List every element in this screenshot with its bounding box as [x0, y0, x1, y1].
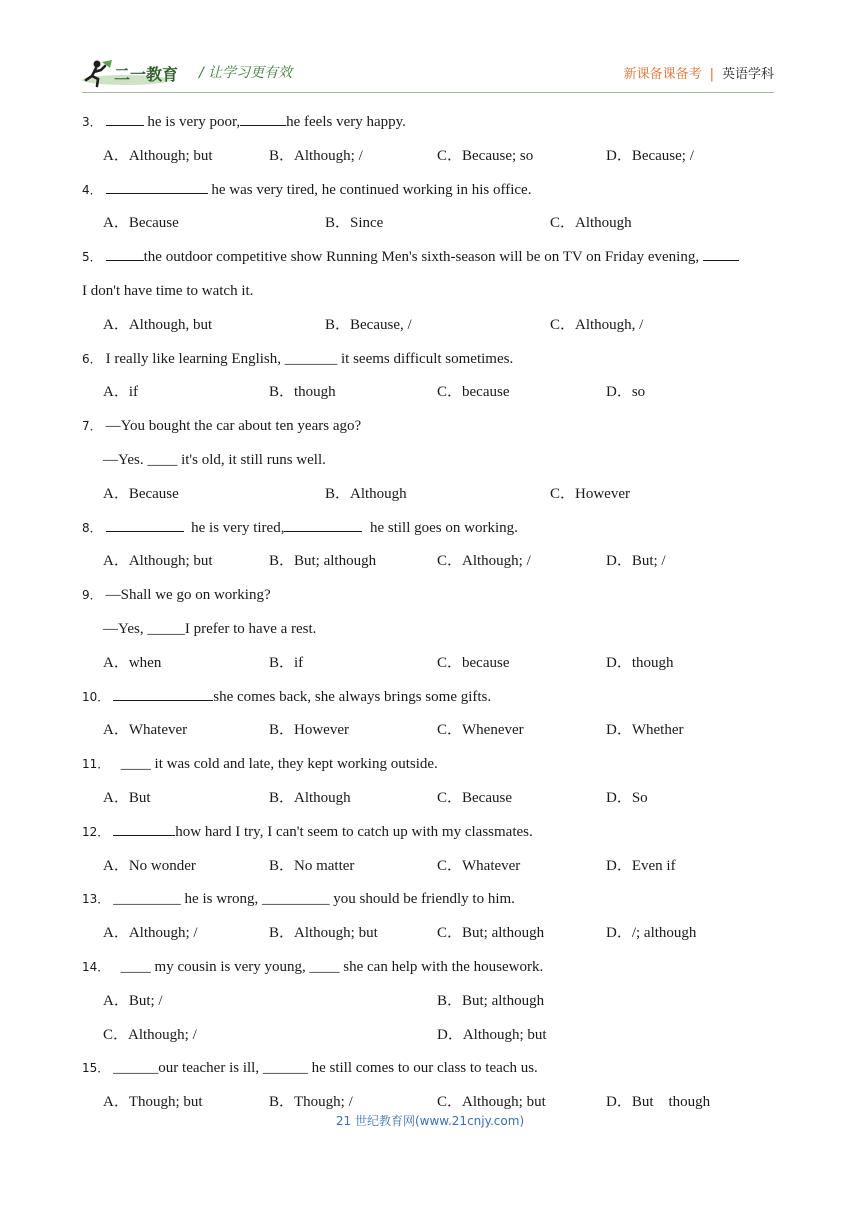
option-b[interactable]: B．though — [269, 384, 336, 401]
question-stem — [82, 686, 491, 708]
question-number: 8． — [82, 520, 102, 535]
question-number: 13． — [82, 892, 110, 907]
options-row — [103, 855, 783, 877]
question-number: 9． — [82, 588, 102, 603]
stem-text: he feels very happy. — [286, 114, 406, 130]
stem-text: _________ he is wrong, _________ you should be friendly to him. — [113, 891, 515, 908]
options-row — [103, 483, 783, 505]
option-c[interactable]: C．However — [550, 485, 630, 502]
stem-text: ____ it was cold and late, they kept working outside. — [113, 756, 438, 773]
stem-text: ____ my cousin is very young, ____ she can help with the housework. — [113, 959, 544, 975]
dialog-line: —Yes. ____ it's old, it still runs well. — [103, 452, 326, 468]
option-b[interactable]: B．Since — [325, 215, 384, 232]
option-b[interactable]: B．However — [269, 722, 349, 739]
answer-blank[interactable] — [106, 179, 208, 194]
question-number: 6． — [82, 351, 102, 366]
option-b[interactable]: B．Although — [269, 790, 351, 806]
header-separator: | — [709, 67, 714, 82]
logo — [82, 58, 186, 88]
answer-blank[interactable] — [106, 111, 144, 126]
footer: 21 世纪教育网(www.21cnjy.com) — [335, 1114, 525, 1128]
option-a[interactable]: A．Though; but — [103, 1094, 203, 1111]
answer-blank[interactable] — [106, 246, 144, 261]
option-c[interactable]: C．because — [437, 654, 510, 671]
question-stem — [82, 821, 533, 843]
stem-text: how hard I try, I can't seem to catch up with my classmates. — [175, 823, 533, 840]
answer-blank[interactable] — [703, 246, 739, 261]
option-d[interactable]: D．Whether — [606, 722, 684, 739]
option-c[interactable]: C．Whatever — [437, 857, 521, 874]
option-b[interactable]: B．But; although — [269, 553, 377, 570]
option-c[interactable]: C．Although; / — [103, 1026, 197, 1043]
option-a[interactable]: A．Although; / — [103, 925, 198, 942]
question-number: 15． — [82, 1061, 110, 1076]
header-right — [624, 63, 774, 82]
option-d[interactable]: D．Although; but — [437, 1026, 547, 1043]
question-number: 12． — [82, 824, 110, 839]
page-header — [82, 56, 774, 92]
option-d[interactable]: D．Because; / — [606, 147, 694, 164]
option-a[interactable]: A．But; / — [103, 992, 163, 1009]
option-c[interactable]: C．Whenever — [437, 722, 524, 739]
options-row — [103, 652, 783, 674]
option-b[interactable]: B．But; although — [437, 992, 545, 1009]
options-row — [103, 922, 783, 944]
stem-text: —Shall we go on working? — [105, 587, 271, 604]
options-row — [103, 719, 783, 741]
option-c[interactable]: C．Although; / — [437, 553, 531, 570]
question-stem-continued: I don't have time to watch it. — [82, 283, 254, 299]
options-row — [103, 1024, 783, 1046]
option-c[interactable]: C．Although — [550, 215, 632, 232]
question-stem — [82, 753, 438, 775]
option-d[interactable]: D．Even if — [606, 857, 676, 874]
option-d[interactable]: D．But; / — [606, 553, 666, 570]
option-a[interactable]: A．if — [103, 384, 138, 401]
option-c[interactable]: C．Because; so — [437, 147, 534, 164]
answer-blank[interactable] — [113, 686, 213, 701]
option-c[interactable]: C．But; although — [437, 925, 545, 942]
answer-blank[interactable] — [113, 821, 175, 836]
question-stem — [82, 888, 515, 910]
question-number: 11． — [82, 757, 110, 772]
stem-text: he is very poor, — [143, 114, 241, 130]
option-a[interactable]: A．Because — [103, 215, 179, 232]
stem-text: the outdoor competitive show Running Men's sixth-season will be on TV on Friday evening, — [143, 249, 703, 266]
option-b[interactable]: B．Although — [325, 485, 407, 502]
option-a[interactable]: A．But — [103, 790, 151, 806]
question-stem — [82, 179, 531, 201]
answer-blank[interactable] — [284, 517, 362, 532]
answer-blank[interactable] — [240, 111, 286, 126]
options-row — [103, 314, 783, 336]
option-d[interactable]: D．So — [606, 790, 648, 806]
slogan: / 让学习更有效 — [199, 65, 293, 81]
option-a[interactable]: A．when — [103, 654, 162, 671]
option-d[interactable]: D．though — [606, 654, 674, 671]
stem-text: he still goes on working. — [362, 519, 518, 536]
options-row — [103, 990, 783, 1012]
option-b[interactable]: B．No matter — [269, 857, 355, 874]
option-c[interactable]: C．Because — [437, 790, 512, 806]
question-number: 7． — [82, 419, 102, 434]
option-b[interactable]: B．Though; / — [269, 1094, 353, 1111]
question-number: 14． — [82, 960, 110, 974]
option-b[interactable]: B．Because, / — [325, 316, 412, 333]
dialog-line: —Yes, _____I prefer to have a rest. — [103, 621, 317, 637]
stem-text: she comes back, she always brings some gifts. — [213, 688, 492, 705]
option-c[interactable]: C．because — [437, 384, 510, 401]
options-row — [103, 145, 783, 167]
option-c[interactable]: C．Although; but — [437, 1094, 546, 1111]
question-number: 3． — [82, 115, 102, 129]
header-rule — [82, 92, 774, 93]
header-subject: 英语学科 — [721, 67, 774, 82]
stem-text: —You bought the car about ten years ago? — [105, 418, 362, 435]
option-c[interactable]: C．Although, / — [550, 316, 644, 333]
options-row — [103, 787, 783, 809]
option-b[interactable]: B．Although; / — [269, 147, 363, 164]
option-a[interactable]: A．Whatever — [103, 722, 188, 739]
option-a[interactable]: A．Although; but — [103, 553, 213, 570]
question-number: 4． — [82, 182, 102, 197]
stem-text: ______our teacher is ill, ______ he still comes to our class to teach us. — [113, 1060, 538, 1077]
options-row — [103, 381, 783, 403]
option-d[interactable]: D．But though — [606, 1094, 711, 1111]
logo-text: 二一教育 — [114, 65, 179, 84]
option-d[interactable]: D．/; although — [606, 925, 697, 942]
question-stem — [82, 246, 739, 268]
question-stem — [82, 956, 543, 978]
option-b[interactable]: B．Although; but — [269, 925, 378, 942]
option-b[interactable]: B．if — [269, 654, 304, 671]
question-stem — [82, 111, 406, 133]
option-a[interactable]: A．Although; but — [103, 147, 213, 164]
option-a[interactable]: A．Because — [103, 485, 179, 502]
option-d[interactable]: D．so — [606, 384, 646, 401]
options-row — [103, 1091, 783, 1113]
question-number: 5． — [82, 250, 102, 265]
option-a[interactable]: A．No wonder — [103, 857, 196, 874]
options-row — [103, 550, 783, 572]
question-stem — [82, 1057, 538, 1079]
stem-text: he is very tired, — [183, 519, 285, 536]
question-number: 10． — [82, 689, 110, 704]
question-stem — [82, 415, 361, 437]
options-row — [103, 212, 783, 234]
question-stem — [82, 584, 271, 606]
stem-text: he was very tired, he continued working in his office. — [207, 181, 532, 198]
stem-text: I really like learning English, _______ it seems difficult sometimes. — [105, 350, 514, 367]
question-stem — [82, 517, 518, 539]
header-tag: 新课备课备考 — [623, 67, 702, 82]
answer-blank[interactable] — [106, 517, 184, 532]
option-a[interactable]: A．Although, but — [103, 316, 213, 333]
question-stem — [82, 348, 513, 370]
